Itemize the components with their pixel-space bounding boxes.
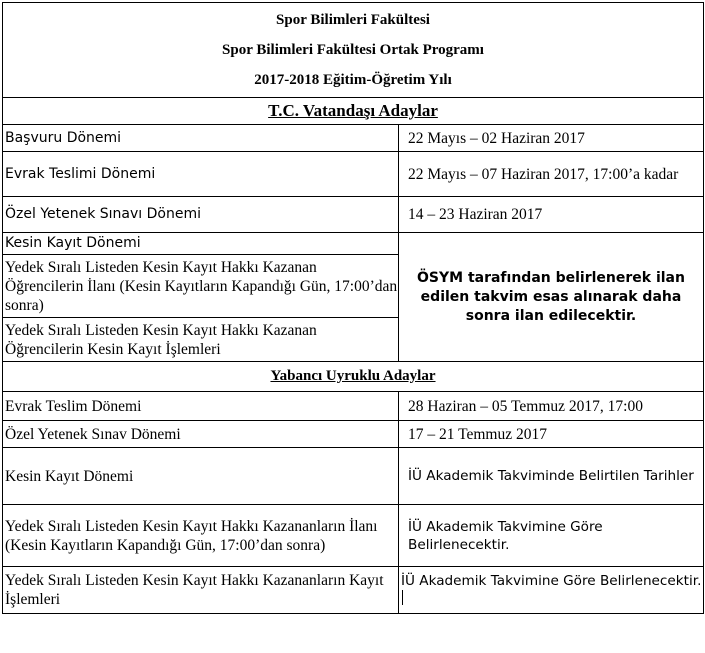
row-label: Yedek Sıralı Listeden Kesin Kayıt Hakkı Kazanan Öğrencilerin İlanı (Kesin Kayıtların Kapandığı Gün, 17:00’dan sonra) xyxy=(3,255,399,318)
table-row xyxy=(3,152,704,197)
header-cell xyxy=(3,3,704,98)
table-row xyxy=(3,505,704,567)
row-label: Evrak Teslimi Dönemi xyxy=(3,152,399,197)
row-value: 17 – 21 Temmuz 2017 xyxy=(399,421,704,448)
row-label: Evrak Teslim Dönemi xyxy=(3,392,399,421)
table-row xyxy=(3,421,704,448)
calendar-table xyxy=(2,2,704,614)
program-title: Spor Bilimleri Fakültesi Ortak Programı xyxy=(222,42,484,58)
row-value: 14 – 23 Haziran 2017 xyxy=(399,197,704,233)
row-label: Başvuru Dönemi xyxy=(3,125,399,152)
merged-value: ÖSYM tarafından belirlenerek ilan edilen takvim esas alınarak daha sonra ilan edilecektir. xyxy=(399,233,704,362)
row-label: Yedek Sıralı Listeden Kesin Kayıt Hakkı Kazananların Kayıt İşlemleri xyxy=(3,567,399,614)
academic-year: 2017-2018 Eğitim-Öğretim Yılı xyxy=(254,72,452,88)
row-value-text: İÜ Akademik Takvimine Göre Belirlenecektir. xyxy=(401,573,702,589)
table-row xyxy=(3,197,704,233)
table-row xyxy=(3,125,704,152)
row-label: Özel Yetenek Sınav Dönemi xyxy=(3,421,399,448)
row-value-editable[interactable] xyxy=(399,567,704,614)
table-row xyxy=(3,567,704,614)
section-title-foreign: Yabancı Uyruklu Adaylar xyxy=(3,362,704,392)
table-row xyxy=(3,392,704,421)
row-value: İÜ Akademik Takvimine Göre Belirlenecektir. xyxy=(399,505,704,567)
section-title-citizens: T.C. Vatandaşı Adaylar xyxy=(3,98,704,125)
calendar-document xyxy=(2,2,703,648)
row-value: 22 Mayıs – 02 Haziran 2017 xyxy=(399,125,704,152)
row-label: Yedek Sıralı Listeden Kesin Kayıt Hakkı Kazanan Öğrencilerin Kesin Kayıt İşlemleri xyxy=(3,318,399,362)
text-cursor xyxy=(402,590,403,605)
section-row-citizens xyxy=(3,98,704,125)
section-row-foreign xyxy=(3,362,704,392)
row-label: Yedek Sıralı Listeden Kesin Kayıt Hakkı Kazananların İlanı (Kesin Kayıtların Kapandığı Gün, 17:00’dan sonra) xyxy=(3,505,399,567)
faculty-title: Spor Bilimleri Fakültesi xyxy=(276,12,430,28)
table-row xyxy=(3,233,704,255)
row-value: 22 Mayıs – 07 Haziran 2017, 17:00’a kadar xyxy=(399,152,704,197)
row-label: Kesin Kayıt Dönemi xyxy=(3,233,399,255)
row-label: Özel Yetenek Sınavı Dönemi xyxy=(3,197,399,233)
header-row xyxy=(3,3,704,98)
row-value: 28 Haziran – 05 Temmuz 2017, 17:00 xyxy=(399,392,704,421)
row-value: İÜ Akademik Takviminde Belirtilen Tarihler xyxy=(399,448,704,505)
table-row xyxy=(3,448,704,505)
row-label: Kesin Kayıt Dönemi xyxy=(3,448,399,505)
